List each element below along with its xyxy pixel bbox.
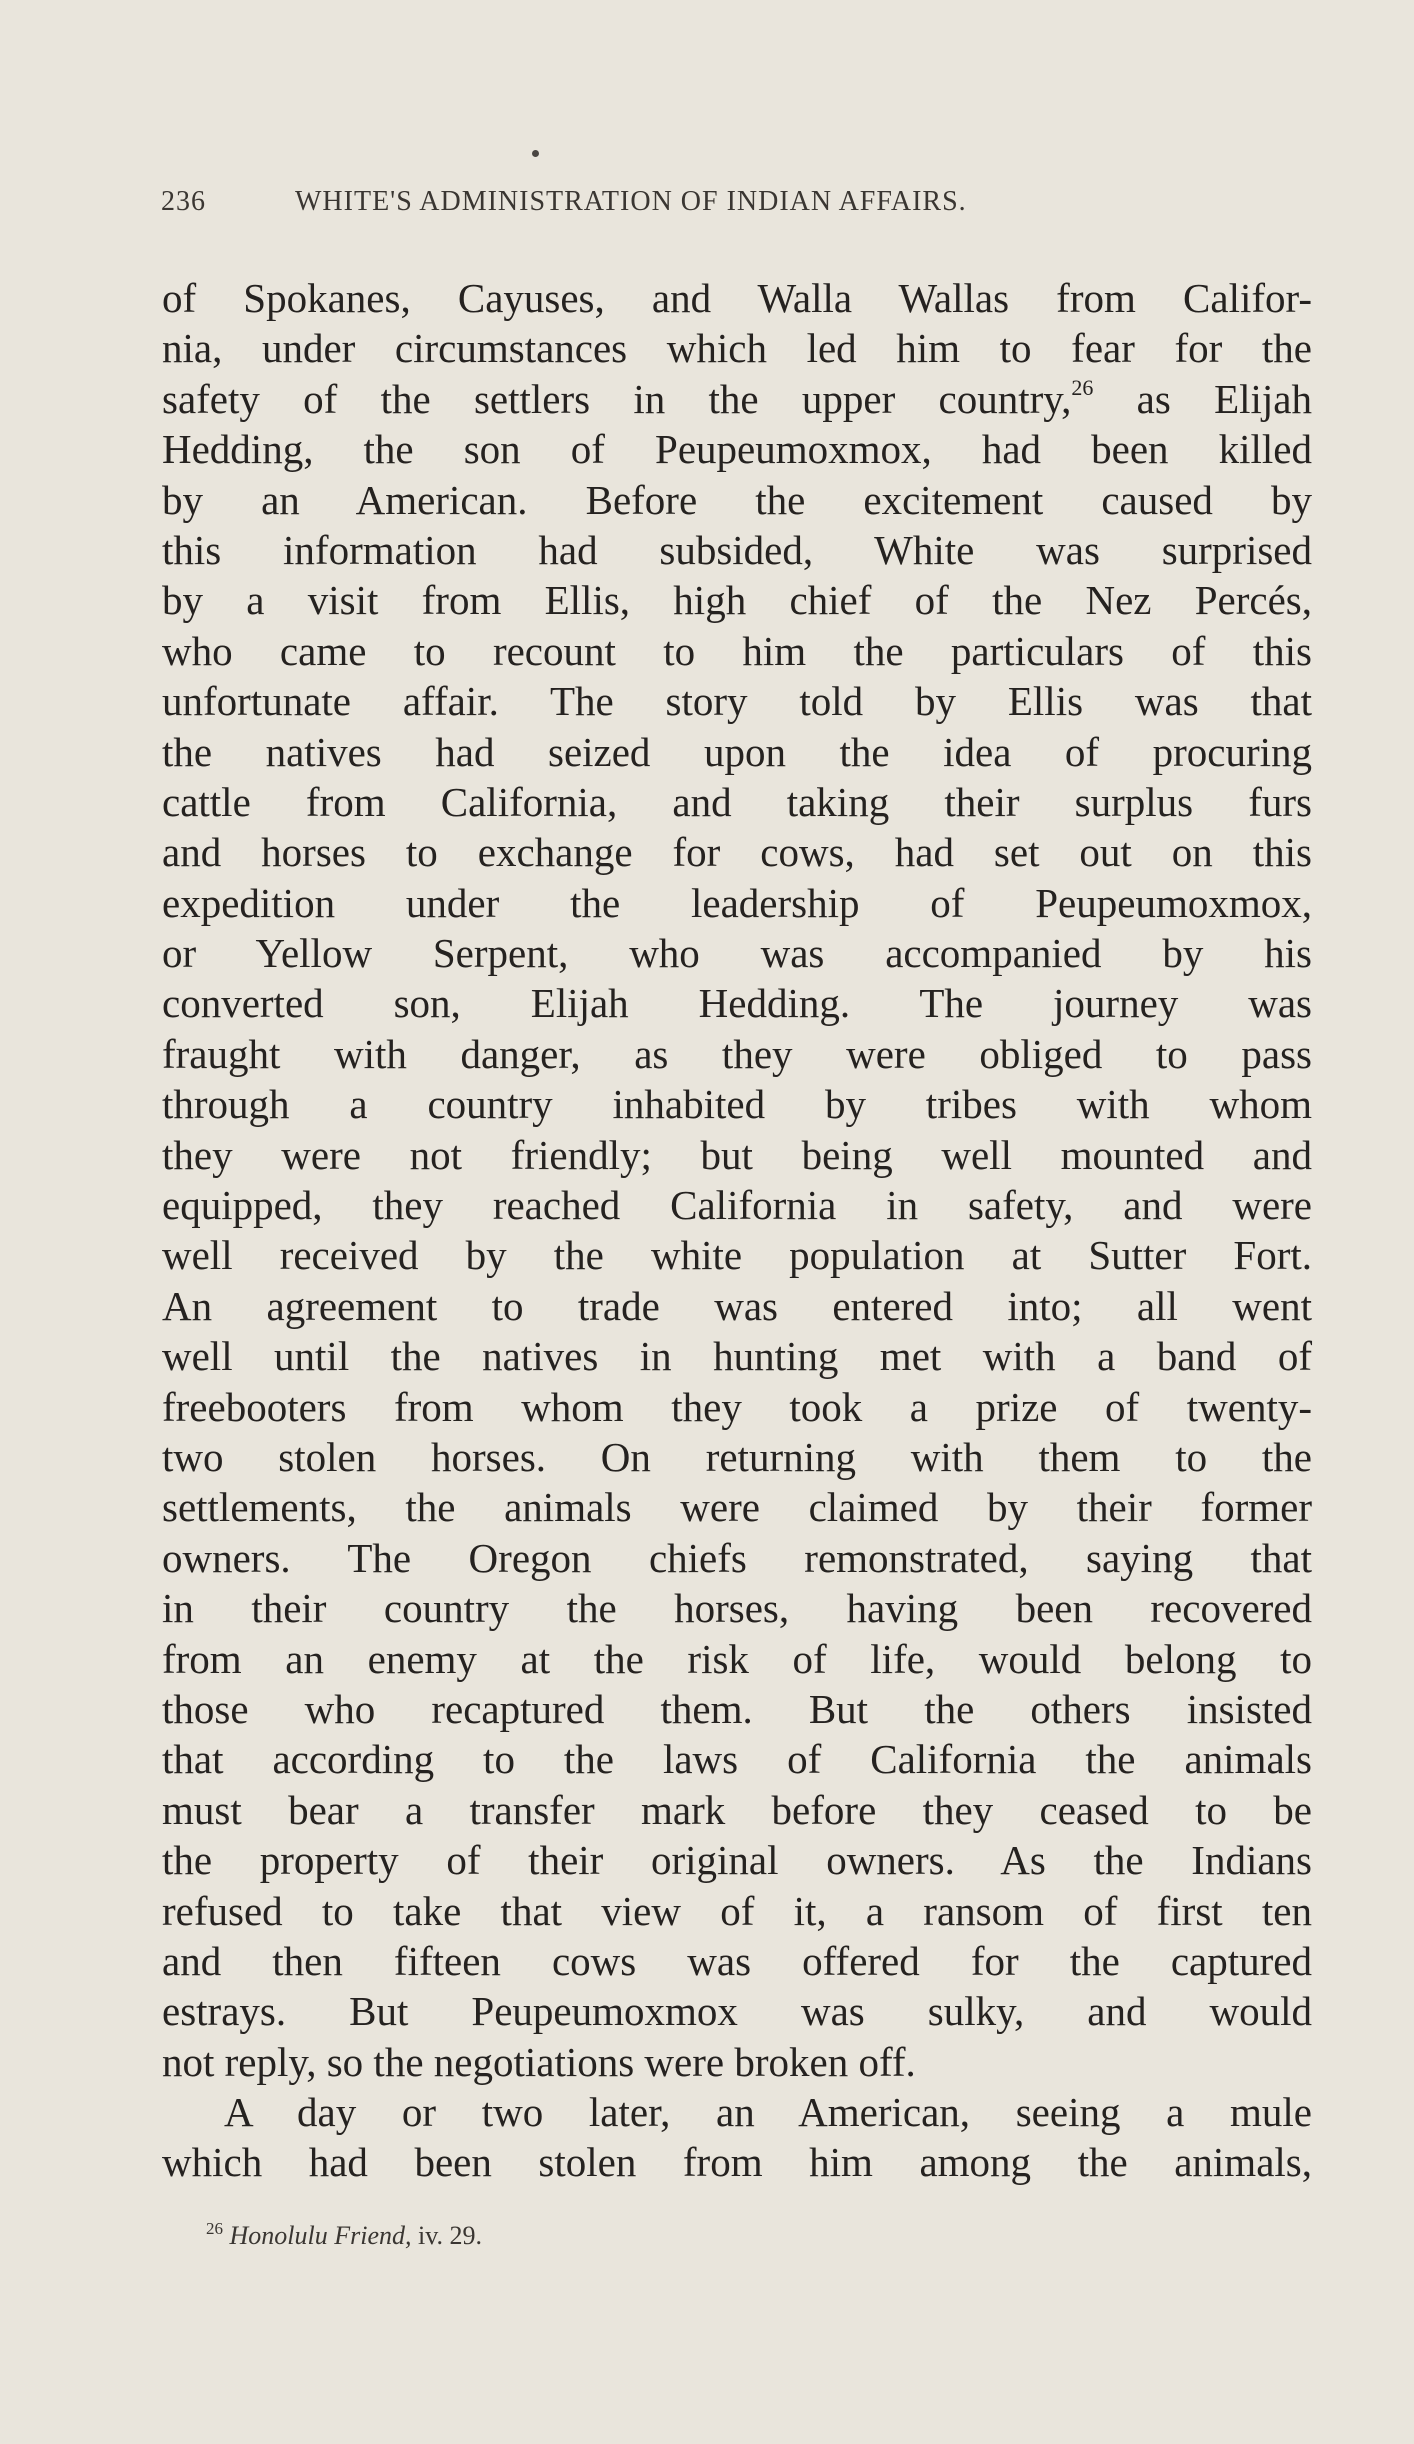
text-line: A day or two later, an American, seeing a mule [224, 2089, 1312, 2136]
text-line: cattle from California, and taking their surplus furs [162, 778, 1312, 825]
text-line: settlements, the animals were claimed by their former [162, 1484, 1312, 1531]
text-line: fraught with danger, as they were obliged to pass [162, 1030, 1312, 1077]
text-line: well until the natives in hunting met with a band of [162, 1333, 1312, 1380]
text-line: they were not friendly; but being well mounted and [162, 1131, 1312, 1178]
footnote-source: Honolulu Friend, [229, 2221, 412, 2250]
text-line: well received by the white population at Sutter Fort. [162, 1232, 1312, 1279]
text-line: An agreement to trade was entered into; all went [162, 1282, 1312, 1329]
footnote-reference[interactable]: 26 [1071, 374, 1094, 400]
text-line: by an American. Before the excitement caused by [162, 476, 1312, 523]
footnote [206, 2216, 482, 2256]
text-line: who came to recount to him the particulars of this [162, 627, 1312, 674]
text-line: from an enemy at the risk of life, would belong to [162, 1635, 1312, 1682]
text-line: Hedding, the son of Peupeumoxmox, had been killed [162, 426, 1312, 473]
text-line: the property of their original owners. As the Indians [162, 1837, 1312, 1884]
text-line: which had been stolen from him among the animals, [162, 2139, 1312, 2186]
print-speck [532, 150, 539, 157]
footnote-number: 26 [206, 2219, 223, 2238]
text-line: equipped, they reached California in safety, and were [162, 1182, 1312, 1229]
text-line: and then fifteen cows was offered for the captured [162, 1937, 1312, 1984]
body-text [162, 273, 1312, 2188]
text-line: not reply, so the negotiations were broken off. [162, 2038, 916, 2085]
running-head: WHITE'S ADMINISTRATION OF INDIAN AFFAIRS. [295, 186, 967, 217]
text-line: the natives had seized upon the idea of procuring [162, 728, 1312, 775]
text-line: nia, under circumstances which led him to fear for the [162, 325, 1312, 372]
text-line: unfortunate affair. The story told by Ellis was that [162, 678, 1312, 725]
text-line-segment: safety of the settlers in the upper country, [162, 375, 1072, 422]
text-line-segment: as Elijah [1093, 375, 1312, 422]
page-header [161, 180, 1222, 224]
text-line [162, 374, 1312, 424]
text-line: by a visit from Ellis, high chief of the Nez Percés, [162, 577, 1312, 624]
text-line: in their country the horses, having been recovered [162, 1585, 1312, 1632]
page-number: 236 [161, 186, 206, 217]
text-line: and horses to exchange for cows, had set out on this [162, 829, 1312, 876]
text-line: owners. The Oregon chiefs remonstrated, saying that [162, 1534, 1312, 1581]
footnote-citation: iv. 29. [411, 2221, 483, 2250]
text-line: expedition under the leadership of Peupeumoxmox, [162, 879, 1312, 926]
text-line: freebooters from whom they took a prize of twenty- [162, 1383, 1312, 1430]
text-line: through a country inhabited by tribes with whom [162, 1081, 1312, 1128]
text-line: two stolen horses. On returning with them to the [162, 1433, 1312, 1480]
text-line: those who recaptured them. But the others insisted [162, 1685, 1312, 1732]
text-line: or Yellow Serpent, who was accompanied by his [162, 930, 1312, 977]
text-line: this information had subsided, White was surprised [162, 526, 1312, 573]
text-line: estrays. But Peupeumoxmox was sulky, and would [162, 1988, 1312, 2035]
text-line: must bear a transfer mark before they ceased to be [162, 1786, 1312, 1833]
text-line: that according to the laws of California the animals [162, 1736, 1312, 1783]
text-line: converted son, Elijah Hedding. The journey was [162, 980, 1312, 1027]
text-line: of Spokanes, Cayuses, and Walla Wallas from Califor- [162, 275, 1312, 321]
text-line: refused to take that view of it, a ransom of first ten [162, 1887, 1312, 1934]
